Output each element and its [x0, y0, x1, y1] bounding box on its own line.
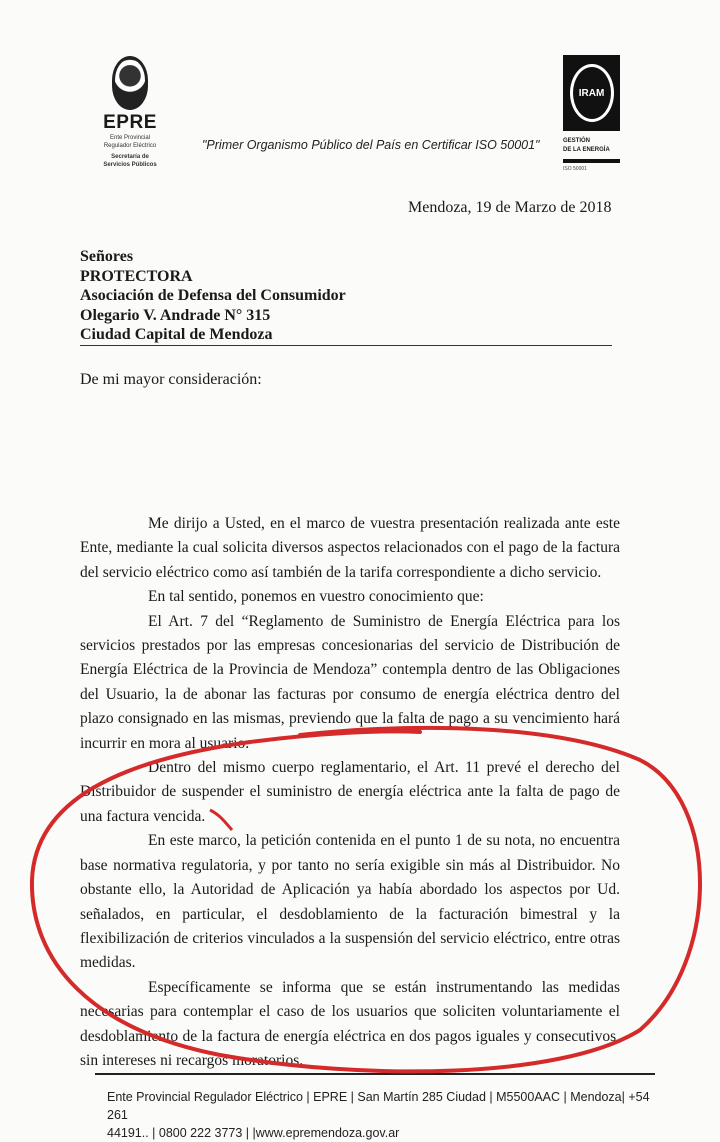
secretaria-2: Servicios Públicos	[103, 162, 157, 168]
paragraph: En este marco, la petición contenida en el punto 1 de su nota, no encuentra base normativa regulatoria, y por tanto no sería exigible sin más al Distribuidor. No obstante ello, la Autoridad de Aplicación ya había abordado los aspectos por Ud. señalados, en particular, el desdoblamiento de la facturación bimestral y la flexibilización de criterios vinculados a la suspensión del servicio eléctrico, entre otras medidas.	[80, 832, 620, 972]
iram-caption	[563, 137, 610, 155]
paragraph: Dentro del mismo cuerpo reglamentario, el Art. 11 prevé el derecho del Distribuidor de suspender el suministro de energía eléctrica ante la falta de pago de una factura vencida.	[80, 759, 620, 825]
recipient-line: Ciudad Capital de Mendoza	[80, 326, 273, 343]
paragraph: El Art. 7 del “Reglamento de Suministro de Energía Eléctrica para los servicios prestados por las empresas concesionarias del servicio de Distribución de Energía Eléctrica de la Provincia de Mendoza” contempla dentro de las Obligaciones del Usuario, la de abonar las facturas por consumo de energía eléctrica dentro del plazo consignado en las mismas, previendo que la falta de pago a su vencimiento hará incurrir en mora al usuario.	[80, 612, 620, 752]
footer	[107, 1088, 667, 1142]
letter-body	[80, 512, 620, 1073]
slogan: "Primer Organismo Público del País en Certificar ISO 50001"	[202, 138, 540, 152]
epre-subtitle-2: Regulador Eléctrico	[103, 143, 157, 149]
epre-logo	[95, 56, 165, 169]
iram-logo	[563, 55, 620, 131]
iram-bar	[563, 159, 620, 163]
recipient-block	[80, 247, 346, 345]
footer-line-1: Ente Provincial Regulador Eléctrico | EPRE | San Martín 285 Ciudad | M5500AAC | Mendoza| +54 261	[107, 1089, 650, 1122]
recipient-line: Olegario V. Andrade N° 315	[80, 306, 271, 324]
recipient-line: Señores	[80, 248, 134, 265]
secretaria-1: Secretaría de	[111, 154, 149, 160]
letter-date: Mendoza, 19 de Marzo de 2018	[408, 199, 612, 216]
paragraph: Específicamente se informa que se están instrumentando las medidas necesarias para contemplar el caso de los usuarios que soliciten voluntariamente el desdoblamiento de la factura de energía eléctrica en dos pagos iguales y consecutivos, sin intereses ni recargos moratorios.	[80, 978, 620, 1069]
province-shield-icon	[112, 56, 148, 110]
epre-name: EPRE	[103, 112, 157, 133]
epre-subtitle-1: Ente Provincial	[109, 135, 151, 141]
iram-logo-text: IRAM	[570, 64, 614, 122]
footer-divider	[95, 1073, 655, 1075]
iram-caption-1: GESTIÓN	[563, 138, 591, 144]
iram-caption-2: DE LA ENERGÍA	[563, 147, 610, 153]
iram-sub: ISO 50001	[563, 166, 587, 172]
recipient-line: Asociación de Defensa del Consumidor	[80, 287, 346, 304]
paragraph: Me dirijo a Usted, en el marco de vuestra presentación realizada ante este Ente, mediante la cual solicita diversos aspectos relacionados con el pago de la factura del servicio eléctrico como así también de la tarifa correspondiente a dicho servicio.	[80, 515, 620, 581]
greeting: De mi mayor consideración:	[80, 371, 262, 388]
recipient-divider	[80, 345, 612, 346]
letter-flow	[80, 512, 650, 1142]
paragraph: En tal sentido, ponemos en vuestro conocimiento que:	[148, 588, 484, 606]
recipient-line: PROTECTORA	[80, 267, 193, 285]
footer-line-2: 44191.. | 0800 222 3773 | |www.epremendoza.gov.ar	[107, 1125, 400, 1140]
